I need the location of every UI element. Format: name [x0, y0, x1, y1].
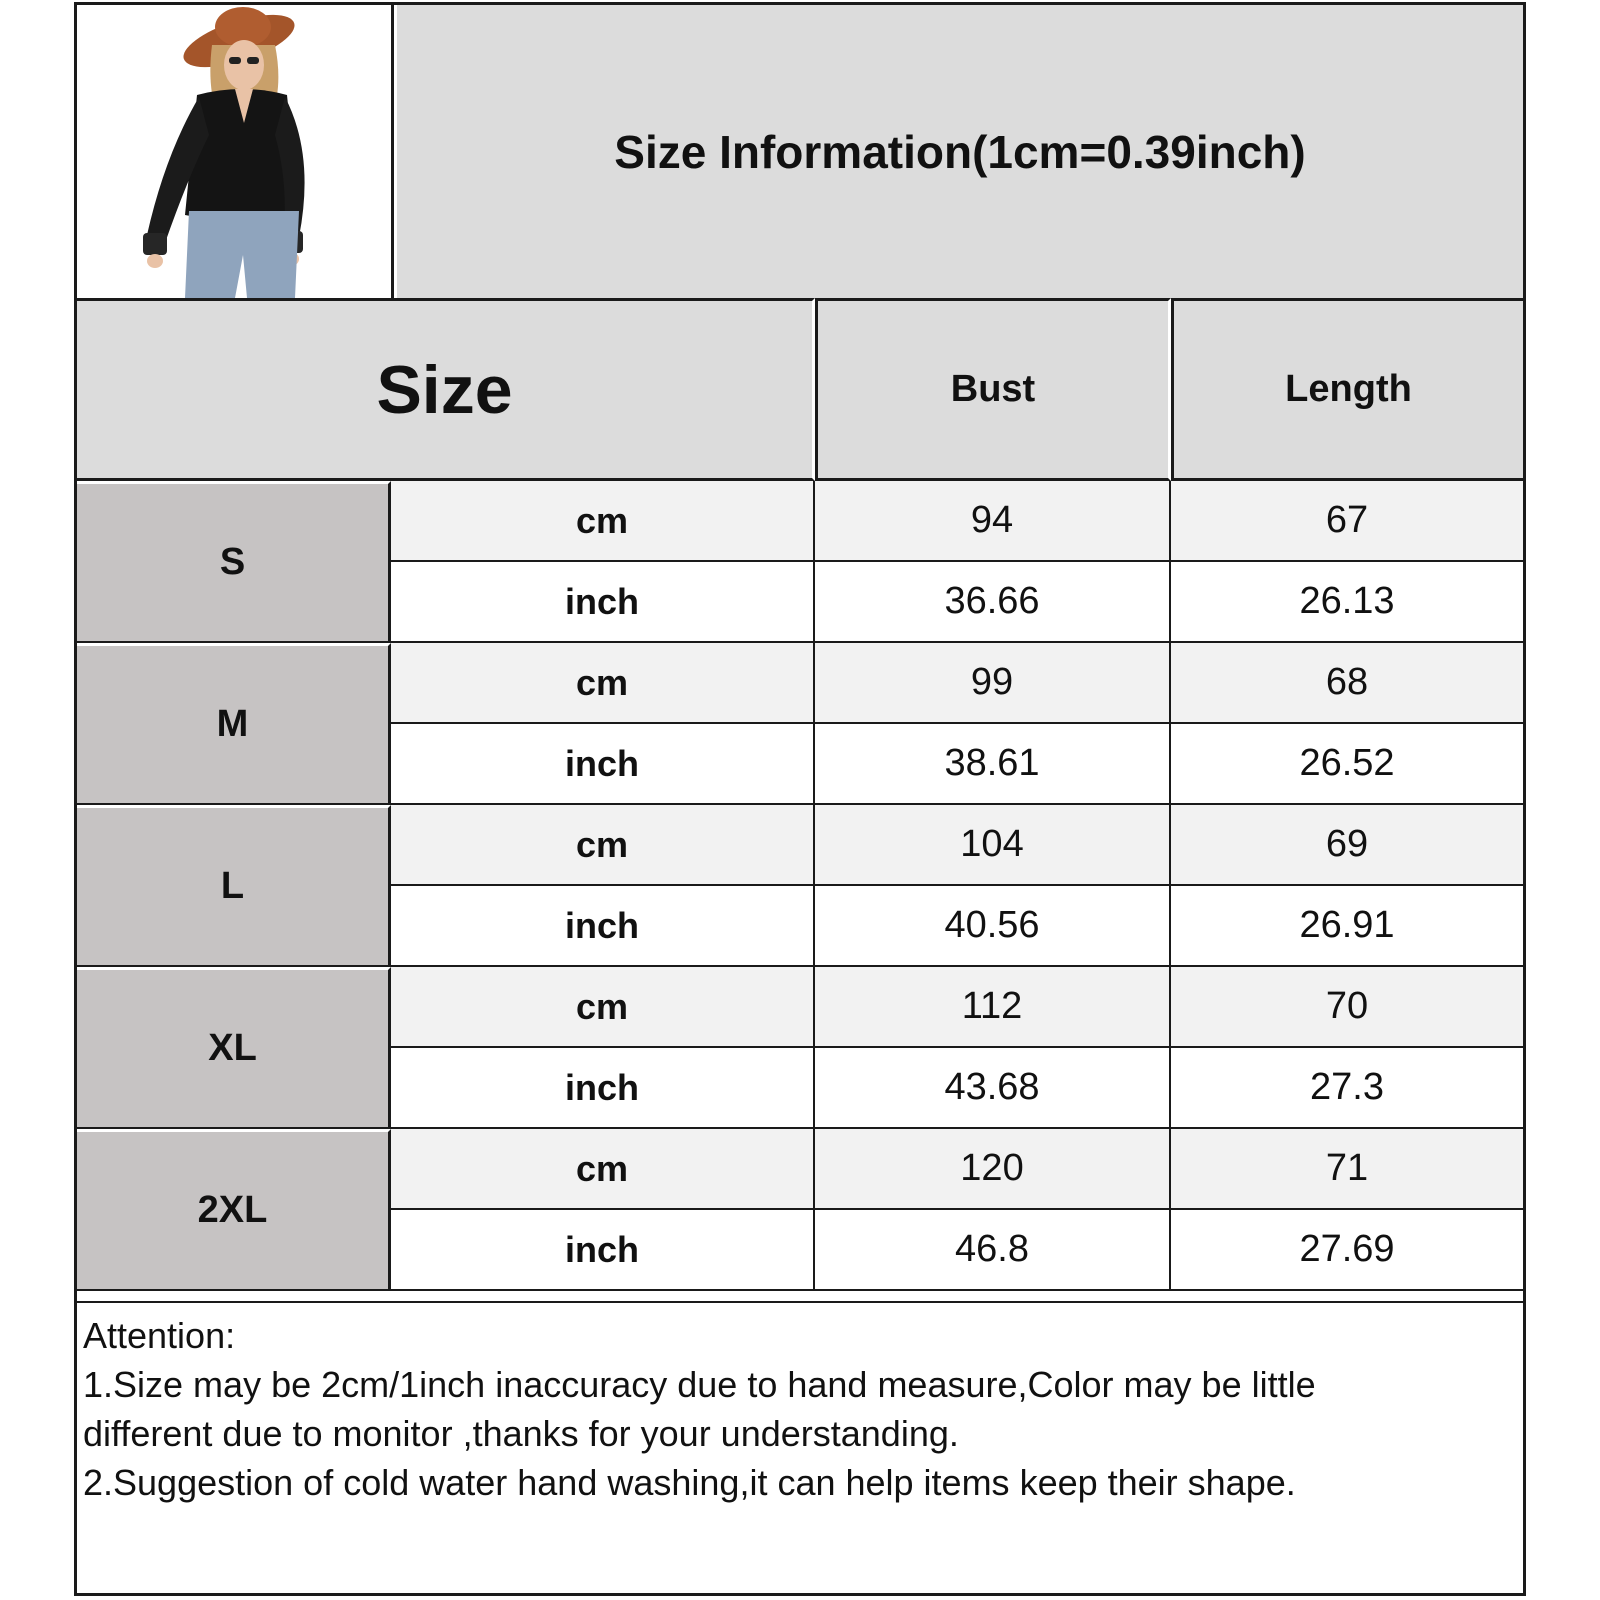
size-group-m — [77, 643, 1523, 805]
bust-value: 43.68 — [944, 1066, 1040, 1108]
model-wearing-black-blouse-photo — [77, 5, 394, 298]
table-row — [391, 967, 1523, 1048]
size-label-cell — [77, 967, 391, 1129]
bust-value: 104 — [960, 823, 1024, 865]
size-label: XL — [208, 1027, 257, 1069]
size-label-cell — [77, 805, 391, 967]
table-row — [391, 1210, 1523, 1291]
bust-value: 40.56 — [944, 904, 1040, 946]
header-length-label: Length — [1285, 368, 1412, 410]
note-line: 1.Size may be 2cm/1inch inaccuracy due to hand measure,Color may be little — [83, 1364, 1316, 1405]
size-group-xl — [77, 967, 1523, 1129]
table-row — [391, 886, 1523, 967]
size-rows — [77, 481, 1523, 1291]
table-row — [391, 562, 1523, 643]
note-line: different due to monitor ,thanks for your understanding. — [83, 1413, 959, 1454]
length-value: 67 — [1325, 499, 1369, 541]
table-row — [391, 1129, 1523, 1210]
size-label: M — [216, 703, 249, 745]
bust-value: 94 — [970, 499, 1014, 541]
unit-label: cm — [575, 823, 629, 865]
length-value: 26.91 — [1299, 904, 1395, 946]
unit-label: inch — [564, 742, 639, 784]
unit-label: cm — [575, 661, 629, 703]
header-length — [1171, 298, 1523, 481]
length-value: 69 — [1325, 823, 1369, 865]
table-row — [391, 643, 1523, 724]
length-value: 68 — [1325, 661, 1369, 703]
header-size — [77, 298, 815, 481]
unit-label: inch — [564, 580, 639, 622]
chart-title: Size Information(1cm=0.39inch) — [614, 125, 1306, 178]
header-bust-label: Bust — [950, 368, 1036, 410]
unit-label: inch — [564, 1066, 639, 1108]
length-value: 71 — [1325, 1147, 1369, 1189]
table-row — [391, 724, 1523, 805]
table-row — [391, 481, 1523, 562]
size-label-cell — [77, 643, 391, 805]
bust-value: 46.8 — [955, 1228, 1029, 1270]
note-line: 2.Suggestion of cold water hand washing,it can help items keep their shape. — [83, 1462, 1296, 1503]
size-label: S — [219, 541, 246, 583]
bust-value: 36.66 — [944, 580, 1040, 622]
header-bust — [815, 298, 1171, 481]
size-group-s — [77, 481, 1523, 643]
size-label: 2XL — [197, 1189, 268, 1231]
length-value: 27.69 — [1299, 1228, 1395, 1270]
unit-label: cm — [575, 985, 629, 1027]
attention-notes — [77, 1301, 1523, 1593]
notes-heading: Attention: — [83, 1315, 236, 1356]
length-value: 26.13 — [1299, 580, 1395, 622]
unit-label: cm — [575, 499, 629, 541]
unit-label: inch — [564, 904, 639, 946]
bust-value: 38.61 — [944, 742, 1040, 784]
title-banner — [394, 5, 1523, 298]
length-value: 70 — [1325, 985, 1369, 1027]
table-row — [391, 1048, 1523, 1129]
header-size-label: Size — [376, 351, 513, 428]
bust-value: 120 — [960, 1147, 1024, 1189]
bust-value: 112 — [961, 985, 1023, 1027]
size-label-cell — [77, 1129, 391, 1291]
unit-label: cm — [575, 1147, 629, 1189]
size-group-2xl — [77, 1129, 1523, 1291]
size-label-cell — [77, 481, 391, 643]
unit-label: inch — [564, 1228, 639, 1270]
size-group-l — [77, 805, 1523, 967]
length-value: 27.3 — [1310, 1066, 1384, 1108]
length-value: 26.52 — [1299, 742, 1395, 784]
table-row — [391, 805, 1523, 886]
product-photo — [77, 5, 394, 298]
bust-value: 99 — [970, 661, 1014, 703]
size-chart — [74, 2, 1526, 1596]
size-label: L — [220, 865, 245, 907]
